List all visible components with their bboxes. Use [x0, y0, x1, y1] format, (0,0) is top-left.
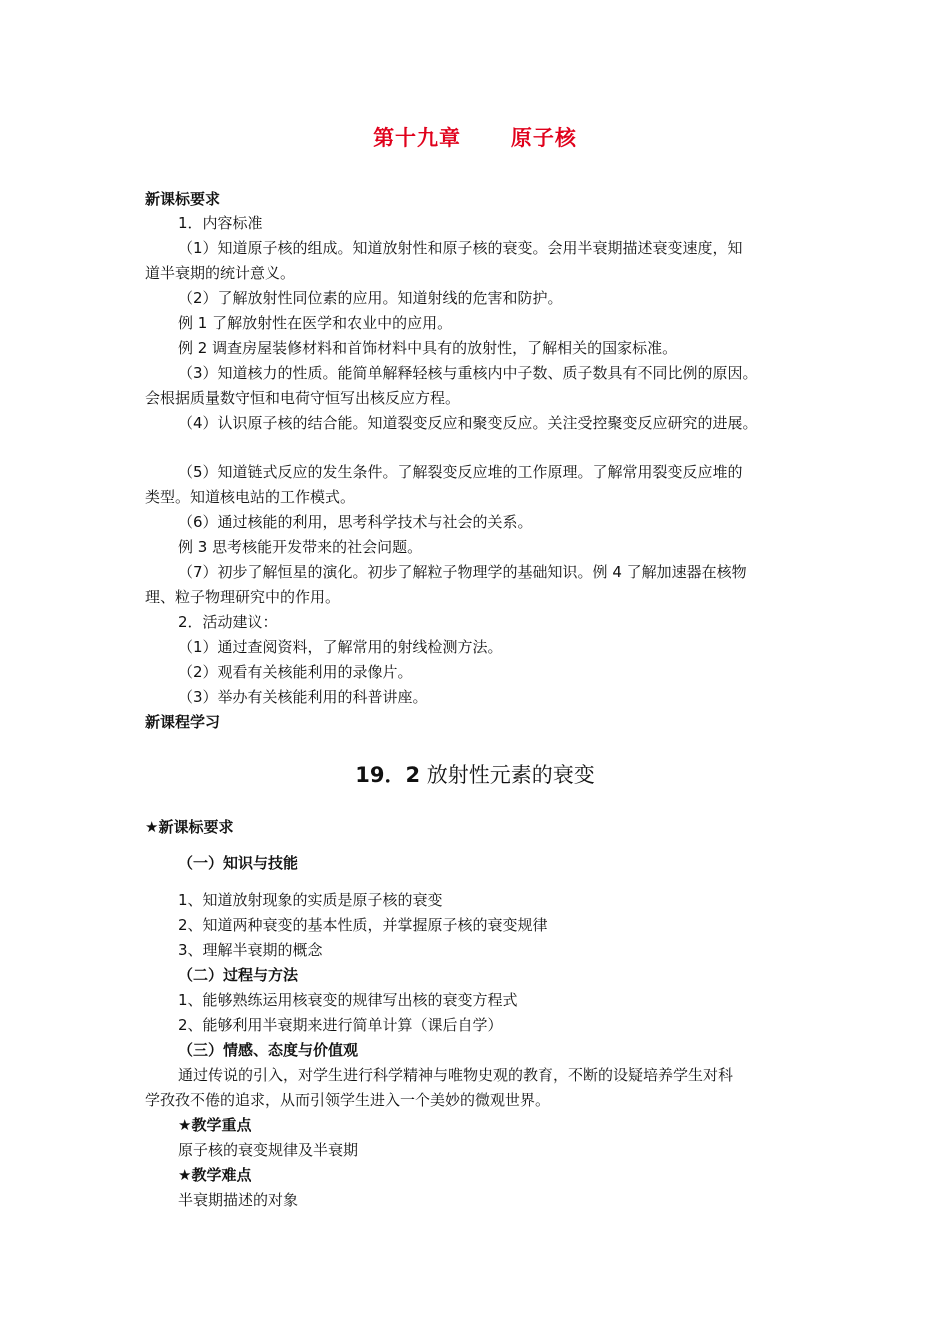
emotion-values-heading: （三）情感、态度与价值观 — [178, 1041, 359, 1059]
content-standard-title: 1．内容标准 — [178, 214, 263, 232]
method-item-2: 2、能够利用半衰期来进行简单计算（课后自学） — [178, 1016, 503, 1034]
example-2: 例 2 调查房屋装修材料和首饰材料中具有的放射性，了解相关的国家标准。 — [178, 339, 678, 357]
emotion-text-line-2: 学孜孜不倦的追求，从而引领学生进入一个美妙的微观世界。 — [145, 1091, 551, 1109]
teaching-focus-heading: ★教学重点 — [178, 1116, 252, 1134]
knowledge-skills-heading: （一）知识与技能 — [178, 854, 299, 872]
section-number: 19．2 — [355, 763, 421, 787]
knowledge-item-2: 2、知道两种衰变的基本性质，并掌握原子核的衰变规律 — [178, 916, 548, 934]
standard-item-1-line-1: （1）知道原子核的组成。知道放射性和原子核的衰变。会用半衰期描述衰变速度，知 — [178, 239, 743, 257]
standard-item-7-line-1: （7）初步了解恒星的演化。初步了解粒子物理学的基础知识。例 4 了解加速器在核物 — [178, 563, 747, 581]
standard-item-1-line-2: 道半衰期的统计意义。 — [145, 264, 296, 282]
standard-item-6: （6）通过核能的利用，思考科学技术与社会的关系。 — [178, 513, 533, 531]
section-title — [0, 759, 950, 789]
teaching-focus-text: 原子核的衰变规律及半衰期 — [178, 1141, 359, 1159]
example-1: 例 1 了解放射性在医学和农业中的应用。 — [178, 314, 453, 332]
example-3: 例 3 思考核能开发带来的社会问题。 — [178, 538, 423, 556]
standard-item-3-line-2: 会根据质量数守恒和电荷守恒写出核反应方程。 — [145, 389, 461, 407]
curriculum-heading: 新课标要求 — [145, 190, 221, 208]
method-item-1: 1、能够熟练运用核衰变的规律写出核的衰变方程式 — [178, 991, 518, 1009]
standard-item-5-line-2: 类型。知道核电站的工作模式。 — [145, 488, 356, 506]
standard-item-7-line-2: 理、粒子物理研究中的作用。 — [145, 588, 341, 606]
new-course-heading: 新课程学习 — [145, 713, 221, 731]
teaching-difficulty-heading: ★教学难点 — [178, 1166, 252, 1184]
standard-item-4: （4）认识原子核的结合能。知道裂变反应和聚变反应。关注受控聚变反应研究的进展。 — [178, 414, 758, 432]
teaching-difficulty-text: 半衰期描述的对象 — [178, 1191, 299, 1209]
knowledge-item-1: 1、知道放射现象的实质是原子核的衰变 — [178, 891, 443, 909]
knowledge-item-3: 3、理解半衰期的概念 — [178, 941, 323, 959]
standard-item-3-line-1: （3）知道核力的性质。能简单解释轻核与重核内中子数、质子数具有不同比例的原因。 — [178, 364, 758, 382]
activity-1: （1）通过查阅资料，了解常用的射线检测方法。 — [178, 638, 503, 656]
activity-2: （2）观看有关核能利用的录像片。 — [178, 663, 413, 681]
activity-suggestions-title: 2．活动建议： — [178, 613, 278, 631]
standard-item-2: （2）了解放射性同位素的应用。知道射线的危害和防护。 — [178, 289, 563, 307]
section-name: 放射性元素的衰变 — [426, 763, 595, 787]
activity-3: （3）举办有关核能利用的科普讲座。 — [178, 688, 428, 706]
emotion-text-line-1: 通过传说的引入，对学生进行科学精神与唯物史观的教育，不断的设疑培养学生对科 — [178, 1066, 734, 1084]
lesson-requirements-heading: ★新课标要求 — [145, 818, 234, 836]
standard-item-5-line-1: （5）知道链式反应的发生条件。了解裂变反应堆的工作原理。了解常用裂变反应堆的 — [178, 463, 743, 481]
chapter-title: 第十九章 原子核 — [373, 126, 577, 150]
process-method-heading: （二）过程与方法 — [178, 966, 299, 984]
